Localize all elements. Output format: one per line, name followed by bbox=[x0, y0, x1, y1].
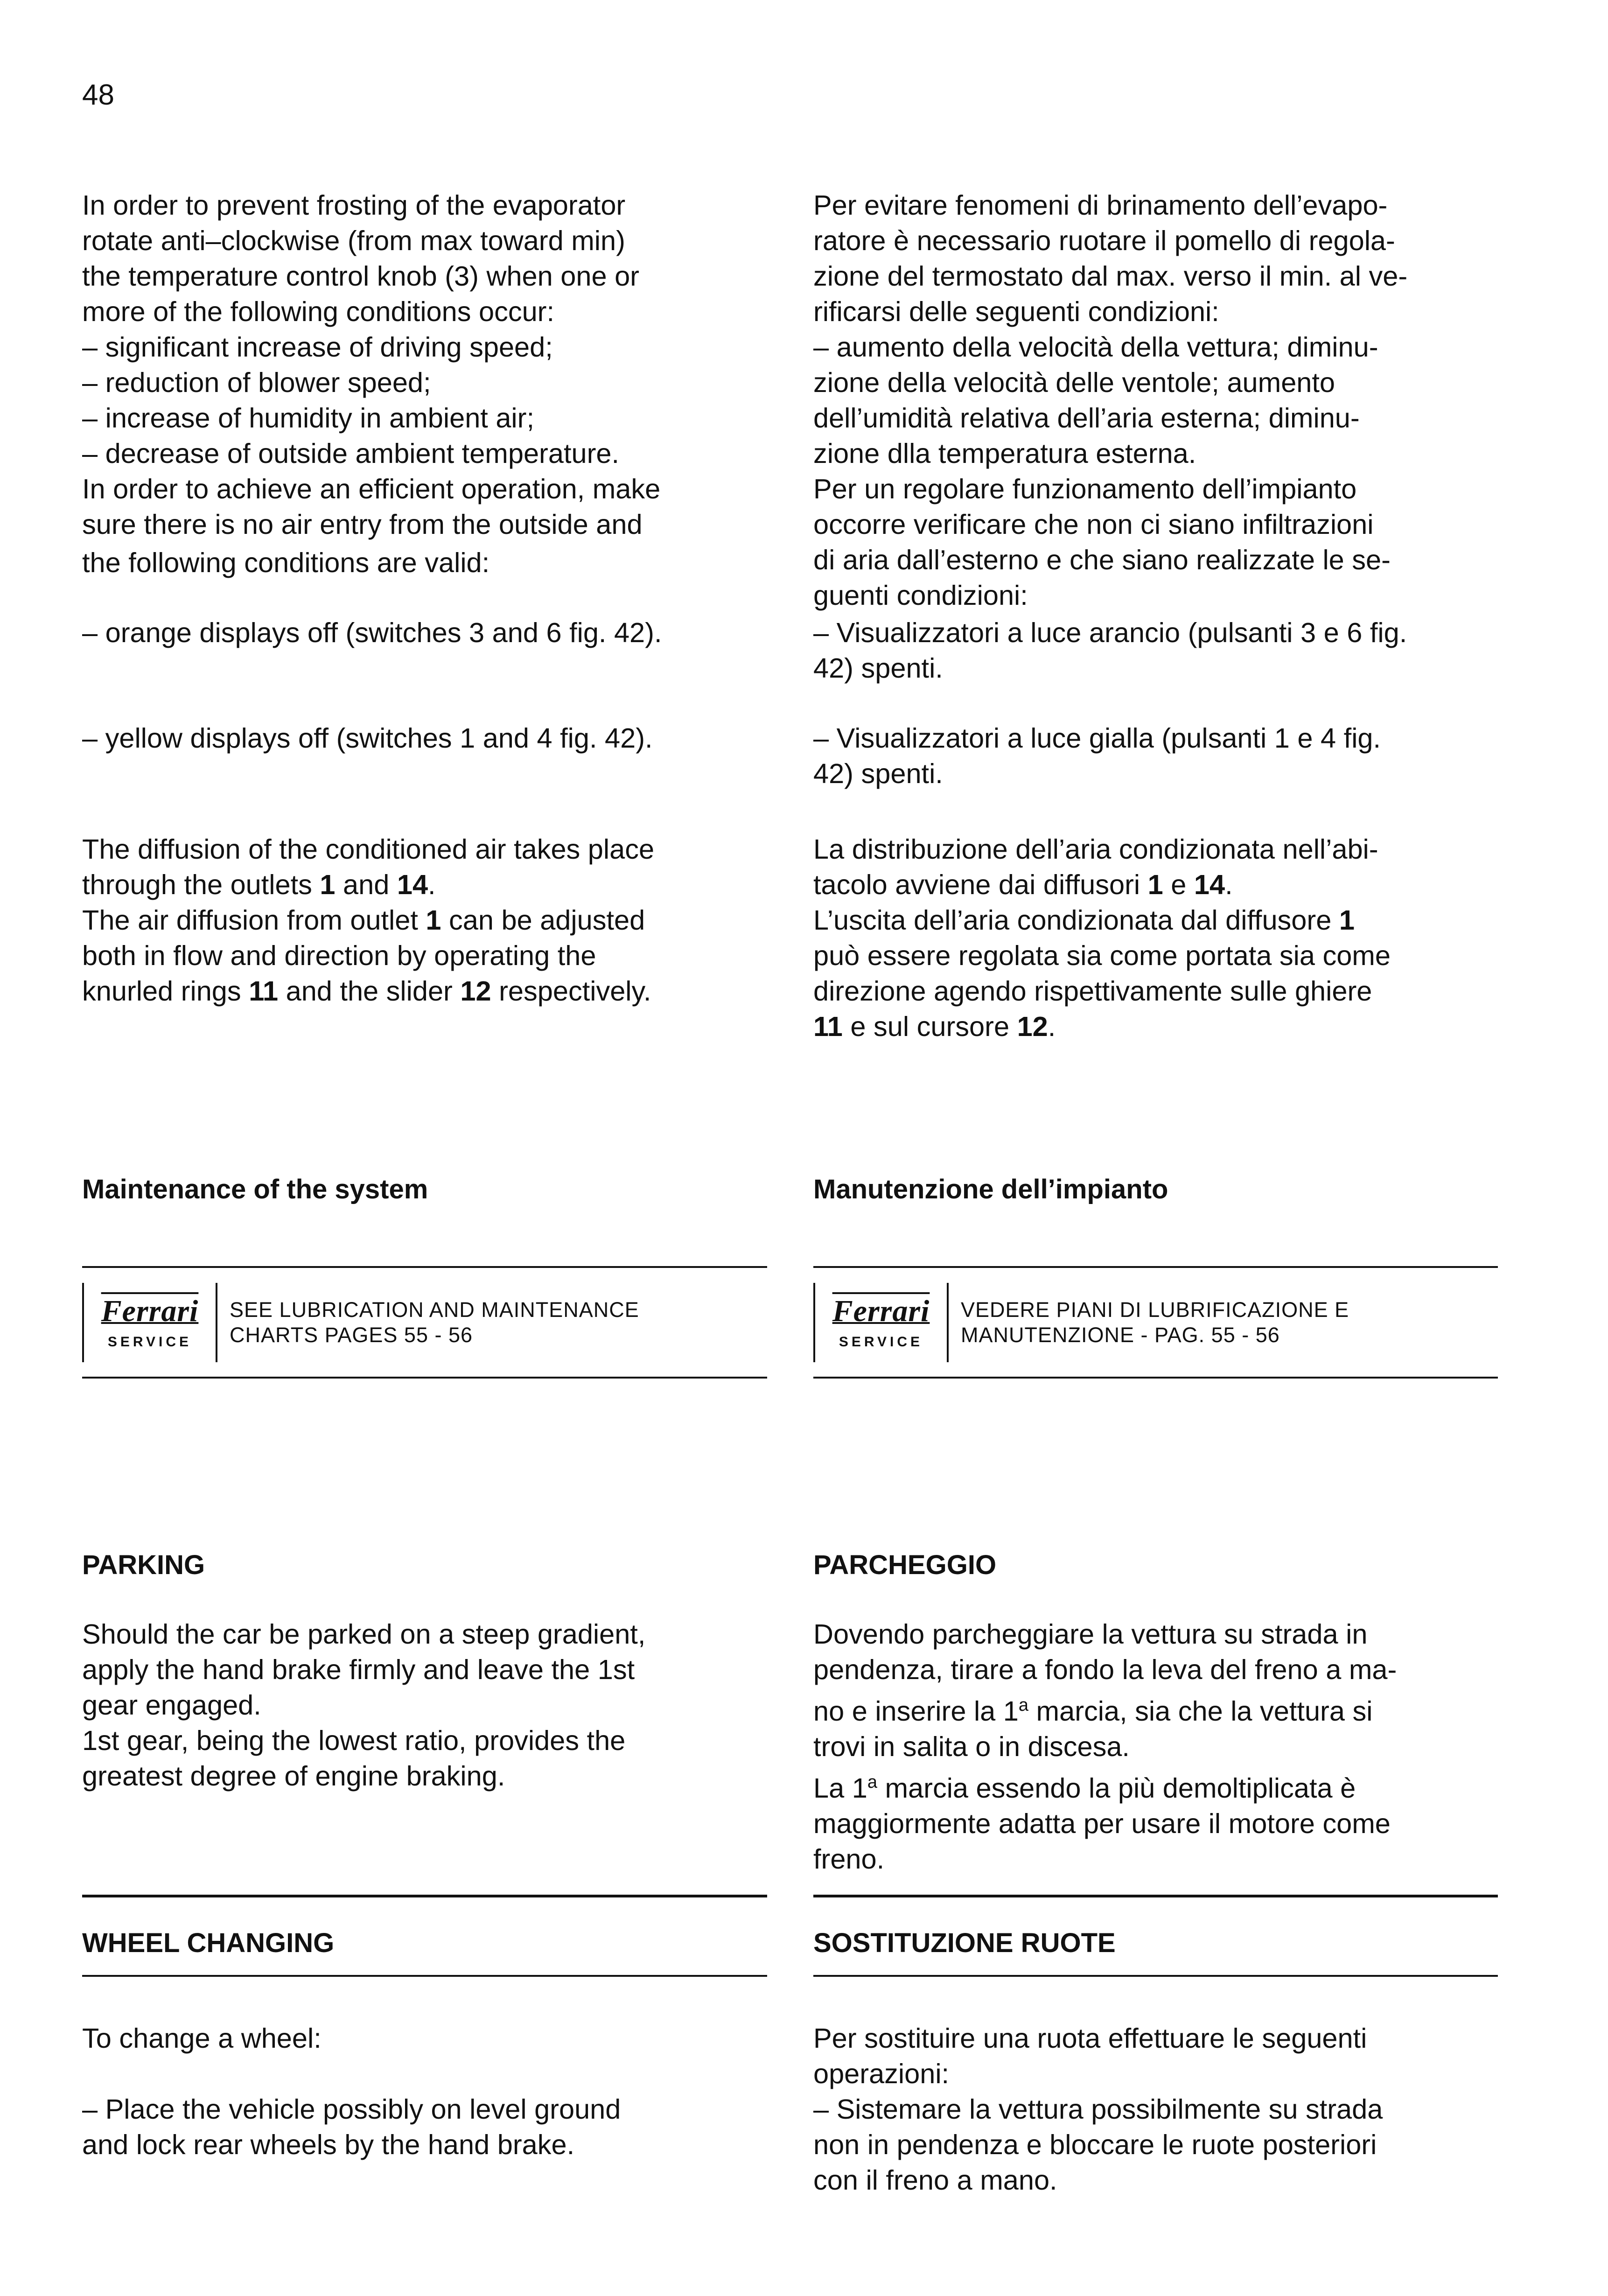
text-line: guenti condizioni: bbox=[813, 580, 1028, 611]
text-line: tacolo avviene dai diffusori 1 e 14. bbox=[813, 869, 1233, 900]
text-line: The air diffusion from outlet 1 can be adjusted bbox=[82, 904, 645, 936]
air-diffusion-it bbox=[813, 832, 1495, 1044]
text-line: Per evitare fenomeni di brinamento dell’evapo- bbox=[813, 189, 1388, 221]
divider bbox=[82, 1266, 767, 1268]
text-line: through the outlets 1 and 14. bbox=[82, 869, 436, 900]
text-line: – Place the vehicle possibly on level ground bbox=[82, 2093, 621, 2125]
orange-displays-it bbox=[813, 615, 1495, 686]
text-line: non in pendenza e bloccare le ruote posteriori bbox=[813, 2129, 1377, 2160]
text-line: sure there is no air entry from the outside and bbox=[82, 509, 643, 540]
text-line: operazioni: bbox=[813, 2058, 950, 2089]
text-line: no e inserire la 1$^a$ marcia, sia che la vettura si bbox=[813, 1695, 1373, 1727]
text-line: zione dlla temperatura esterna. bbox=[813, 438, 1196, 469]
text-line: – Sistemare la vettura possibilmente su strada bbox=[813, 2093, 1383, 2125]
text-line: – significant increase of driving speed; bbox=[82, 331, 553, 363]
text-line: 42) spenti. bbox=[813, 758, 943, 789]
divider bbox=[82, 1377, 767, 1379]
service-reference-en bbox=[82, 1269, 639, 1376]
ferrari-service-logo bbox=[82, 1283, 217, 1362]
text-line: greatest degree of engine braking. bbox=[82, 1760, 505, 1792]
text-line: and lock rear wheels by the hand brake. bbox=[82, 2129, 575, 2160]
wheel-changing-heading-it: SOSTITUZIONE RUOTE bbox=[813, 1928, 1116, 1958]
text-line: In order to prevent frosting of the evaporator bbox=[82, 189, 626, 221]
text-line: di aria dall’esterno e che siano realizzate le se- bbox=[813, 544, 1391, 575]
wheel-changing-heading-en: WHEEL CHANGING bbox=[82, 1928, 335, 1958]
text-line: both in flow and direction by operating the bbox=[82, 940, 596, 971]
parking-heading-it: PARCHEGGIO bbox=[813, 1550, 997, 1580]
text-line: trovi in salita o in discesa. bbox=[813, 1730, 1130, 1762]
logo-brand: Ferrari bbox=[832, 1294, 930, 1328]
text-line: – Visualizzatori a luce arancio (pulsanti 3 e 6 fig. bbox=[813, 617, 1407, 648]
divider bbox=[813, 1377, 1498, 1379]
text-line: ratore è necessario ruotare il pomello di regola- bbox=[813, 225, 1395, 256]
text-line: knurled rings 11 and the slider 12 respectively. bbox=[82, 975, 651, 1007]
text-line: The diffusion of the conditioned air takes place bbox=[82, 833, 655, 865]
text-line: In order to achieve an efficient operation, make bbox=[82, 473, 661, 504]
service-reference-it bbox=[813, 1269, 1349, 1376]
divider bbox=[82, 1975, 767, 1977]
yellow-displays-en bbox=[82, 721, 763, 756]
maintenance-heading-en: Maintenance of the system bbox=[82, 1174, 428, 1204]
text-line: the temperature control knob (3) when one or bbox=[82, 260, 639, 292]
divider bbox=[813, 1975, 1498, 1977]
text-line: – yellow displays off (switches 1 and 4 fig. 42). bbox=[82, 722, 653, 754]
yellow-displays-it bbox=[813, 721, 1495, 791]
text-line: con il freno a mano. bbox=[813, 2164, 1057, 2196]
frosting-instructions-en bbox=[82, 188, 763, 581]
divider bbox=[82, 1895, 767, 1897]
text-line: zione della velocità delle ventole; aumento bbox=[813, 367, 1335, 398]
text-line: Dovendo parcheggiare la vettura su strada in bbox=[813, 1618, 1368, 1650]
parking-text-it bbox=[813, 1617, 1495, 1877]
text-line: more of the following conditions occur: bbox=[82, 296, 555, 327]
text-line: direzione agendo rispettivamente sulle ghiere bbox=[813, 975, 1372, 1007]
text-line: – Visualizzatori a luce gialla (pulsanti 1 e 4 fig. bbox=[813, 722, 1381, 754]
text-line: freno. bbox=[813, 1843, 885, 1875]
text-line: the following conditions are valid: bbox=[82, 547, 490, 578]
text-line: occorre verificare che non ci siano infiltrazioni bbox=[813, 509, 1374, 540]
orange-displays-en bbox=[82, 615, 763, 651]
text-line: – aumento della velocità della vettura; diminu- bbox=[813, 331, 1378, 363]
text-line: rificarsi delle seguenti condizioni: bbox=[813, 296, 1219, 327]
text-line: L’uscita dell’aria condizionata dal diffusore 1 bbox=[813, 904, 1355, 936]
divider bbox=[813, 1266, 1498, 1268]
text-line: La distribuzione dell’aria condizionata nell’abi- bbox=[813, 833, 1378, 865]
text-line: apply the hand brake firmly and leave the 1st bbox=[82, 1654, 635, 1685]
parking-heading-en: PARKING bbox=[82, 1550, 205, 1580]
text-line: 11 e sul cursore 12. bbox=[813, 1011, 1056, 1042]
text-line: gear engaged. bbox=[82, 1689, 261, 1721]
text-line: To change a wheel: bbox=[82, 2023, 322, 2054]
text-line: La 1$^a$ marcia essendo la più demoltiplicata è bbox=[813, 1772, 1356, 1804]
ferrari-service-logo bbox=[813, 1283, 949, 1362]
text-line: zione del termostato dal max. verso il min. al ve- bbox=[813, 260, 1408, 292]
text-line: pendenza, tirare a fondo la leva del freno a ma- bbox=[813, 1654, 1397, 1685]
page-number: 48 bbox=[82, 79, 114, 111]
service-reference-text: VEDERE PIANI DI LUBRIFICAZIONE E MANUTENZIONE - PAG. 55 - 56 bbox=[961, 1298, 1349, 1347]
text-line: può essere regolata sia come portata sia come bbox=[813, 940, 1391, 971]
text-line: 42) spenti. bbox=[813, 652, 943, 684]
text-line: Per sostituire una ruota effettuare le seguenti bbox=[813, 2023, 1367, 2054]
logo-brand: Ferrari bbox=[101, 1294, 199, 1328]
text-line: Per un regolare funzionamento dell’impianto bbox=[813, 473, 1357, 504]
text-line: – decrease of outside ambient temperature. bbox=[82, 438, 620, 469]
service-reference-text: SEE LUBRICATION AND MAINTENANCE CHARTS PAGES 55 - 56 bbox=[230, 1298, 639, 1347]
text-line: – increase of humidity in ambient air; bbox=[82, 402, 534, 434]
divider bbox=[813, 1895, 1498, 1897]
spacer bbox=[82, 2056, 763, 2092]
text-line: maggiormente adatta per usare il motore come bbox=[813, 1807, 1391, 1839]
air-diffusion-en bbox=[82, 832, 763, 1009]
text-line: dell’umidità relativa dell’aria esterna; diminu- bbox=[813, 402, 1360, 434]
parking-text-en bbox=[82, 1617, 763, 1794]
logo-service: SERVICE bbox=[107, 1334, 192, 1350]
wheel-changing-text-it bbox=[813, 2021, 1495, 2198]
text-line: rotate anti–clockwise (from max toward min) bbox=[82, 225, 625, 256]
logo-service: SERVICE bbox=[839, 1334, 923, 1350]
text-line: 1st gear, being the lowest ratio, provides the bbox=[82, 1725, 626, 1756]
maintenance-heading-it: Manutenzione dell’impianto bbox=[813, 1174, 1168, 1204]
text-line: – orange displays off (switches 3 and 6 fig. 42). bbox=[82, 617, 662, 648]
text-line: – reduction of blower speed; bbox=[82, 367, 431, 398]
wheel-changing-text-en bbox=[82, 2021, 763, 2163]
frosting-instructions-it bbox=[813, 188, 1495, 613]
text-line: Should the car be parked on a steep gradient, bbox=[82, 1618, 646, 1650]
